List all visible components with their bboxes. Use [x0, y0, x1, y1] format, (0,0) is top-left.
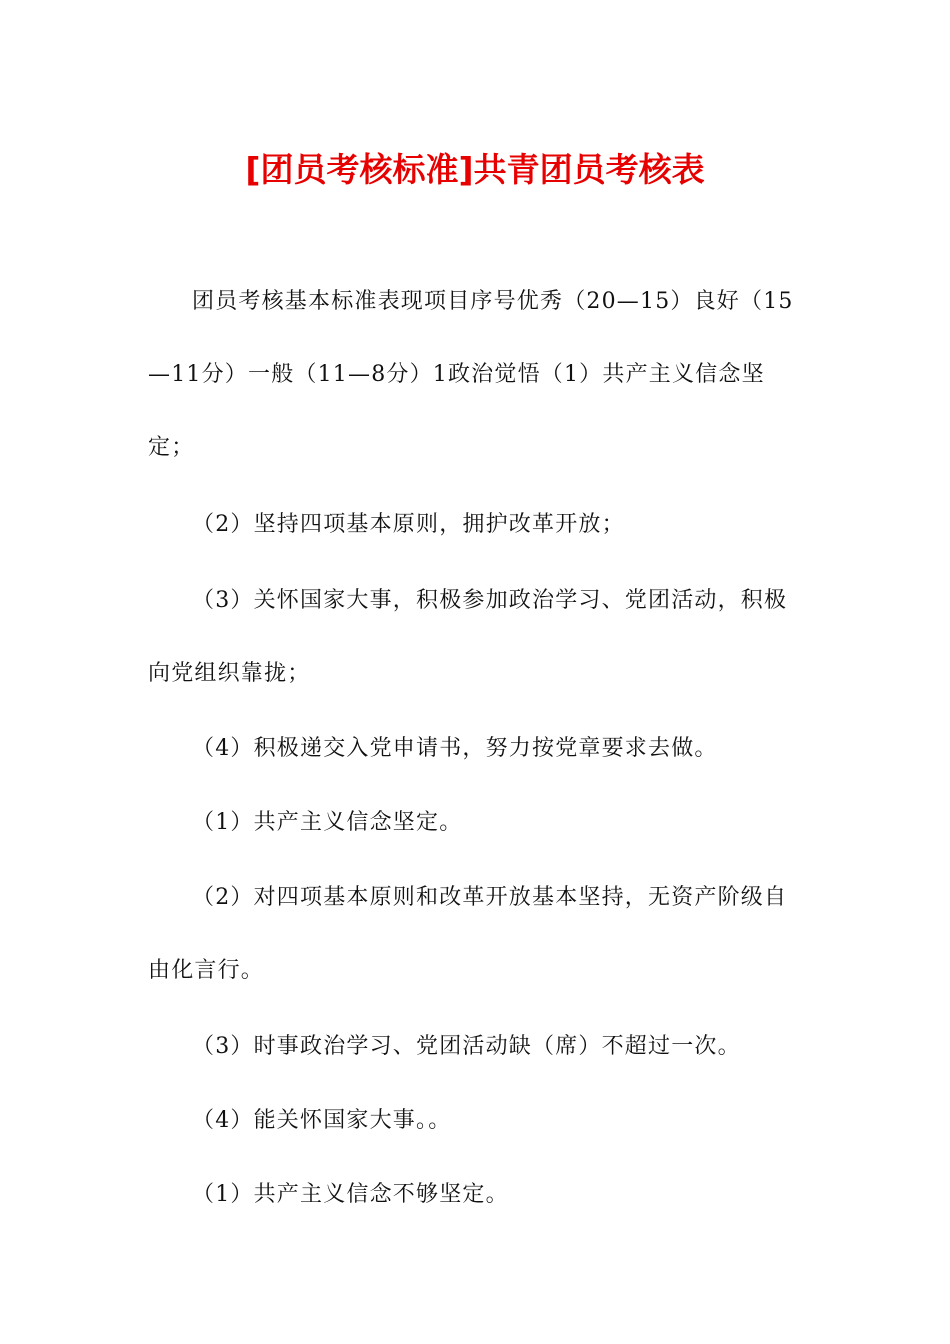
- paragraph-5: （1）共产主义信念坚定。: [192, 810, 463, 835]
- paragraph-4: （4）积极递交入党申请书，努力按党章要求去做。: [192, 736, 718, 761]
- paragraph-7: （3）时事政治学习、党团活动缺（席）不超过一次。: [192, 1034, 741, 1059]
- paragraph-9: （1）共产主义信念不够坚定。: [192, 1182, 509, 1207]
- paragraph-6: （2）对四项基本原则和改革开放基本坚持，无资产阶级自由化言行。: [148, 885, 788, 983]
- paragraph-1: 团员考核基本标准表现项目序号优秀（20—15）良好（15—11分）一般（11—8分）1政治觉悟（1）共产主义信念坚定；: [148, 289, 794, 460]
- document-title: [团员考核标准]共青团员考核表: [245, 150, 705, 189]
- paragraph-2: （2）坚持四项基本原则，拥护改革开放；: [192, 512, 625, 537]
- paragraph-8: （4）能关怀国家大事。。: [192, 1108, 452, 1133]
- paragraph-3: （3）关怀国家大事，积极参加政治学习、党团活动，积极向党组织靠拢；: [148, 588, 788, 686]
